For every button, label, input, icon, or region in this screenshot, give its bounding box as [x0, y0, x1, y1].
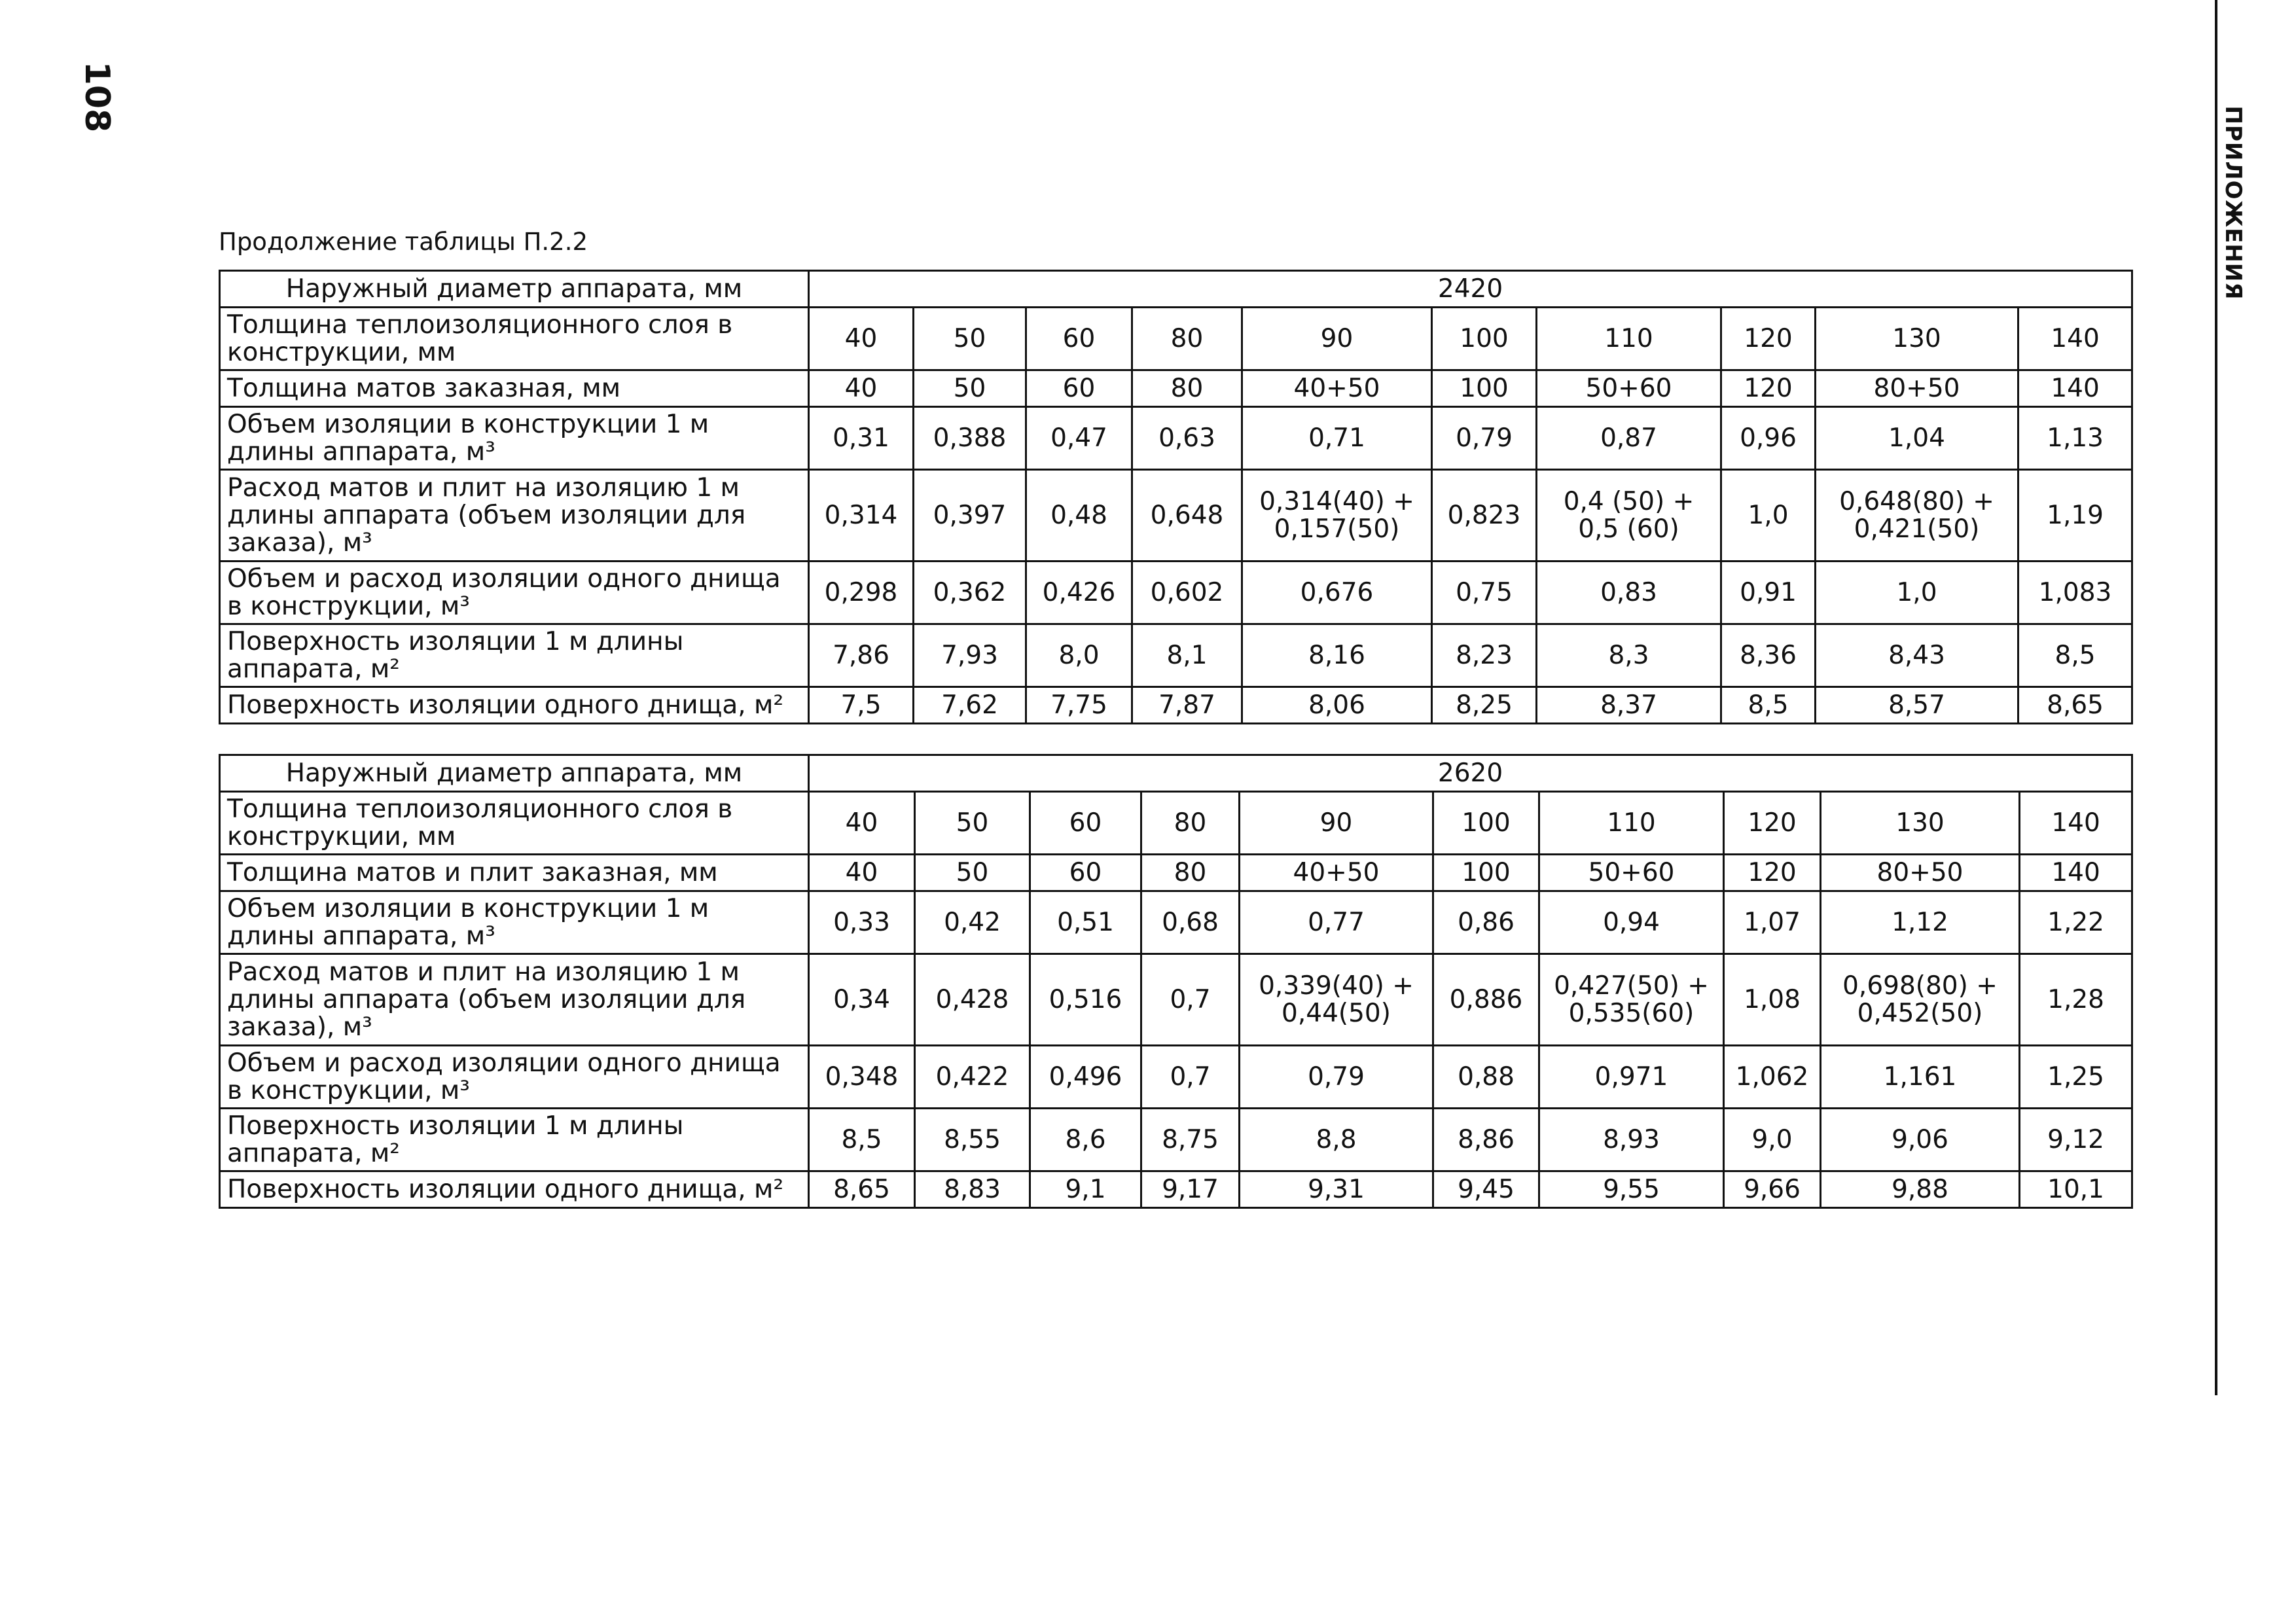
table-row — [220, 470, 2132, 562]
table-cell: 0,427(50) + 0,535(60) — [1539, 954, 1724, 1046]
table-cell: 9,88 — [1821, 1171, 2020, 1208]
table-cell: 8,37 — [1537, 687, 1721, 724]
table-cell: 40+50 — [1242, 370, 1432, 407]
row-label: Толщина матов и плит заказная, мм — [220, 855, 809, 891]
table-caption: Продолжение таблицы П.2.2 — [219, 228, 588, 256]
table-cell: 8,65 — [809, 1171, 915, 1208]
table-cell: 50+60 — [1537, 370, 1721, 407]
table-cell: 50 — [914, 370, 1026, 407]
table-cell: 9,0 — [1724, 1109, 1821, 1171]
table-row — [220, 891, 2132, 954]
table-cell: 0,314 — [809, 470, 914, 562]
table-cell: 120 — [1724, 792, 1821, 855]
section-label: ПРИЛОЖЕНИЯ — [2220, 105, 2246, 300]
table-cell: 1,0 — [1721, 470, 1816, 562]
table-cell: 0,397 — [914, 470, 1026, 562]
table-cell: 90 — [1240, 792, 1433, 855]
table-cell: 110 — [1539, 792, 1724, 855]
table-cell: 0,422 — [915, 1046, 1030, 1109]
table-cell: 9,12 — [2020, 1109, 2132, 1171]
table-cell: 1,083 — [2018, 562, 2132, 624]
table-cell: 1,13 — [2018, 407, 2132, 470]
table-cell: 120 — [1721, 370, 1816, 407]
table-cell: 140 — [2020, 792, 2132, 855]
page-number: 108 — [77, 61, 117, 133]
table-row — [220, 308, 2132, 370]
table-cell: 80 — [1132, 370, 1242, 407]
table-cell: 0,823 — [1432, 470, 1537, 562]
table-header-row — [220, 755, 2132, 792]
table-cell: 0,86 — [1433, 891, 1539, 954]
table-cell: 0,68 — [1141, 891, 1240, 954]
header-value: 2420 — [809, 271, 2132, 308]
row-label: Объем и расход изоляции одного днища в конструкции, м³ — [220, 562, 809, 624]
insulation-table-2620 — [219, 754, 2133, 1209]
insulation-table-2420 — [219, 270, 2133, 724]
table-cell: 9,45 — [1433, 1171, 1539, 1208]
table-cell: 130 — [1816, 308, 2018, 370]
table-cell: 50 — [915, 792, 1030, 855]
table-cell: 0,94 — [1539, 891, 1724, 954]
table-cell: 120 — [1724, 855, 1821, 891]
table-cell: 130 — [1821, 792, 2020, 855]
table-cell: 1,22 — [2020, 891, 2132, 954]
table-cell: 8,8 — [1240, 1109, 1433, 1171]
table-cell: 0,602 — [1132, 562, 1242, 624]
table-cell: 0,971 — [1539, 1046, 1724, 1109]
header-value: 2620 — [809, 755, 2132, 792]
row-label: Толщина теплоизоляционного слоя в конструкции, мм — [220, 308, 809, 370]
table-cell: 8,65 — [2018, 687, 2132, 724]
row-label: Объем изоляции в конструкции 1 м длины аппарата, м³ — [220, 891, 809, 954]
table-cell: 0,516 — [1030, 954, 1141, 1046]
table-cell: 8,5 — [1721, 687, 1816, 724]
row-label: Толщина матов заказная, мм — [220, 370, 809, 407]
table-cell: 1,04 — [1816, 407, 2018, 470]
table-cell: 100 — [1432, 370, 1537, 407]
table-cell: 9,66 — [1724, 1171, 1821, 1208]
table-cell: 1,08 — [1724, 954, 1821, 1046]
table-cell: 0,87 — [1537, 407, 1721, 470]
table-cell: 100 — [1433, 792, 1539, 855]
table-cell: 8,6 — [1030, 1109, 1141, 1171]
table-cell: 0,7 — [1141, 1046, 1240, 1109]
table-row — [220, 1109, 2132, 1171]
table-cell: 9,1 — [1030, 1171, 1141, 1208]
table-cell: 60 — [1030, 855, 1141, 891]
margin-rule — [2215, 0, 2217, 1395]
table-cell: 0,348 — [809, 1046, 915, 1109]
table-row — [220, 954, 2132, 1046]
table-cell: 120 — [1721, 308, 1816, 370]
table-cell: 0,88 — [1433, 1046, 1539, 1109]
table-cell: 140 — [2018, 370, 2132, 407]
table-cell: 8,57 — [1816, 687, 2018, 724]
header-label: Наружный диаметр аппарата, мм — [220, 271, 809, 308]
table-cell: 0,7 — [1141, 954, 1240, 1046]
table-cell: 8,1 — [1132, 624, 1242, 687]
table-cell: 8,43 — [1816, 624, 2018, 687]
table-cell: 1,25 — [2020, 1046, 2132, 1109]
table-cell: 0,339(40) + 0,44(50) — [1240, 954, 1433, 1046]
table-cell: 90 — [1242, 308, 1432, 370]
table-cell: 0,79 — [1240, 1046, 1433, 1109]
table-cell: 80 — [1141, 855, 1240, 891]
table-cell: 7,75 — [1026, 687, 1132, 724]
table-cell: 0,496 — [1030, 1046, 1141, 1109]
table-cell: 0,63 — [1132, 407, 1242, 470]
table-cell: 9,17 — [1141, 1171, 1240, 1208]
table-cell: 40 — [809, 792, 915, 855]
table-cell: 140 — [2020, 855, 2132, 891]
table-cell: 9,06 — [1821, 1109, 2020, 1171]
table-cell: 80+50 — [1821, 855, 2020, 891]
table-cell: 100 — [1433, 855, 1539, 891]
table-cell: 0,428 — [915, 954, 1030, 1046]
table-cell: 0,388 — [914, 407, 1026, 470]
table-row — [220, 687, 2132, 724]
table-cell: 1,062 — [1724, 1046, 1821, 1109]
table-cell: 0,426 — [1026, 562, 1132, 624]
table-cell: 60 — [1026, 308, 1132, 370]
table-cell: 1,19 — [2018, 470, 2132, 562]
table-cell: 0,71 — [1242, 407, 1432, 470]
table-cell: 8,5 — [809, 1109, 915, 1171]
table-cell: 0,96 — [1721, 407, 1816, 470]
table-cell: 40 — [809, 308, 914, 370]
table-cell: 0,79 — [1432, 407, 1537, 470]
table-cell: 7,5 — [809, 687, 914, 724]
table-cell: 9,55 — [1539, 1171, 1724, 1208]
row-label: Толщина теплоизоляционного слоя в конструкции, мм — [220, 792, 809, 855]
table-cell: 1,07 — [1724, 891, 1821, 954]
table-cell: 0,298 — [809, 562, 914, 624]
table-cell: 7,62 — [914, 687, 1026, 724]
table-row — [220, 1171, 2132, 1208]
row-label: Объем и расход изоляции одного днища в конструкции, м³ — [220, 1046, 809, 1109]
table-cell: 0,51 — [1030, 891, 1141, 954]
table-cell: 1,0 — [1816, 562, 2018, 624]
table-row — [220, 792, 2132, 855]
table-cell: 40+50 — [1240, 855, 1433, 891]
table-cell: 40 — [809, 855, 915, 891]
table-cell: 0,676 — [1242, 562, 1432, 624]
row-label: Поверхность изоляции одного днища, м² — [220, 1171, 809, 1208]
row-label: Поверхность изоляции 1 м длины аппарата, м² — [220, 1109, 809, 1171]
table-cell: 0,886 — [1433, 954, 1539, 1046]
table-cell: 0,33 — [809, 891, 915, 954]
table-row — [220, 624, 2132, 687]
table-row — [220, 855, 2132, 891]
row-label: Расход матов и плит на изоляцию 1 м длины аппарата (объем изоляции для заказа), м³ — [220, 954, 809, 1046]
table-cell: 8,55 — [915, 1109, 1030, 1171]
table-cell: 60 — [1030, 792, 1141, 855]
table-cell: 80 — [1141, 792, 1240, 855]
table-cell: 0,83 — [1537, 562, 1721, 624]
table-cell: 8,16 — [1242, 624, 1432, 687]
table-cell: 8,5 — [2018, 624, 2132, 687]
table-header-row — [220, 271, 2132, 308]
table-cell: 8,23 — [1432, 624, 1537, 687]
table-cell: 40 — [809, 370, 914, 407]
table-row — [220, 370, 2132, 407]
table-cell: 8,86 — [1433, 1109, 1539, 1171]
table-cell: 8,36 — [1721, 624, 1816, 687]
row-label: Поверхность изоляции одного днища, м² — [220, 687, 809, 724]
table-cell: 1,28 — [2020, 954, 2132, 1046]
table-cell: 8,0 — [1026, 624, 1132, 687]
table-cell: 0,4 (50) + 0,5 (60) — [1537, 470, 1721, 562]
table-cell: 1,161 — [1821, 1046, 2020, 1109]
table-cell: 50 — [915, 855, 1030, 891]
row-label: Расход матов и плит на изоляцию 1 м длины аппарата (объем изоляции для заказа), м³ — [220, 470, 809, 562]
table-cell: 7,86 — [809, 624, 914, 687]
table-row — [220, 562, 2132, 624]
table-cell: 50+60 — [1539, 855, 1724, 891]
table-cell: 0,31 — [809, 407, 914, 470]
table-row — [220, 407, 2132, 470]
table-cell: 80 — [1132, 308, 1242, 370]
header-label: Наружный диаметр аппарата, мм — [220, 755, 809, 792]
table-cell: 8,06 — [1242, 687, 1432, 724]
table-cell: 0,91 — [1721, 562, 1816, 624]
table-cell: 0,362 — [914, 562, 1026, 624]
table-cell: 1,12 — [1821, 891, 2020, 954]
table-cell: 100 — [1432, 308, 1537, 370]
table-cell: 8,3 — [1537, 624, 1721, 687]
table-cell: 7,87 — [1132, 687, 1242, 724]
table-cell: 0,48 — [1026, 470, 1132, 562]
table-cell: 80+50 — [1816, 370, 2018, 407]
table-cell: 9,31 — [1240, 1171, 1433, 1208]
table-cell: 8,83 — [915, 1171, 1030, 1208]
table-cell: 7,93 — [914, 624, 1026, 687]
table-cell: 0,698(80) + 0,452(50) — [1821, 954, 2020, 1046]
table-cell: 0,34 — [809, 954, 915, 1046]
table-cell: 8,75 — [1141, 1109, 1240, 1171]
table-row — [220, 1046, 2132, 1109]
row-label: Объем изоляции в конструкции 1 м длины аппарата, м³ — [220, 407, 809, 470]
table-cell: 0,77 — [1240, 891, 1433, 954]
table-cell: 140 — [2018, 308, 2132, 370]
table-cell: 0,648 — [1132, 470, 1242, 562]
table-cell: 110 — [1537, 308, 1721, 370]
table-cell: 8,93 — [1539, 1109, 1724, 1171]
row-label: Поверхность изоляции 1 м длины аппарата, м² — [220, 624, 809, 687]
table-cell: 50 — [914, 308, 1026, 370]
table-cell: 0,47 — [1026, 407, 1132, 470]
table-cell: 0,42 — [915, 891, 1030, 954]
table-cell: 8,25 — [1432, 687, 1537, 724]
table-cell: 0,75 — [1432, 562, 1537, 624]
table-cell: 60 — [1026, 370, 1132, 407]
table-cell: 0,314(40) + 0,157(50) — [1242, 470, 1432, 562]
table-cell: 10,1 — [2020, 1171, 2132, 1208]
table-cell: 0,648(80) + 0,421(50) — [1816, 470, 2018, 562]
